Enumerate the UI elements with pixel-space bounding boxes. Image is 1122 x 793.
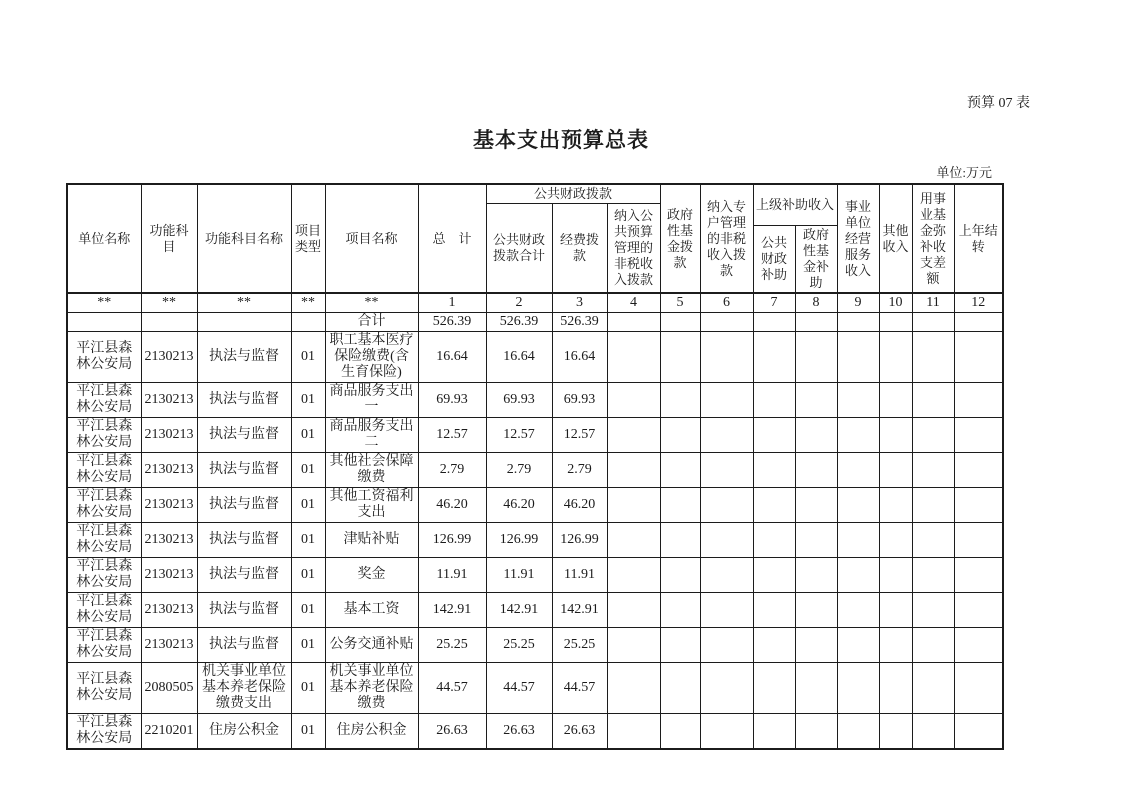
table-cell: 9 [837, 293, 879, 313]
table-cell: 2080505 [141, 663, 197, 714]
table-cell [912, 383, 954, 418]
table-cell [795, 593, 837, 628]
table-cell [837, 488, 879, 523]
table-cell: 16.64 [418, 332, 486, 383]
table-cell: 11.91 [418, 558, 486, 593]
table-cell: 机关事业单位基本养老保险缴费支出 [197, 663, 291, 714]
table-cell: 01 [291, 488, 325, 523]
table-cell: 住房公积金 [325, 714, 418, 750]
table-cell [660, 714, 700, 750]
table-cell: 46.20 [486, 488, 552, 523]
table-cell: 2.79 [552, 453, 607, 488]
table-cell [912, 593, 954, 628]
table-cell: 01 [291, 628, 325, 663]
table-cell [879, 383, 912, 418]
table-cell [753, 628, 795, 663]
col-header-project-type: 项目类型 [291, 184, 325, 293]
table-cell [795, 488, 837, 523]
table-cell: 执法与监督 [197, 332, 291, 383]
table-cell: 69.93 [486, 383, 552, 418]
table-cell [912, 523, 954, 558]
table-cell [954, 714, 1003, 750]
table-cell [912, 313, 954, 332]
table-cell [753, 313, 795, 332]
table-cell [700, 558, 753, 593]
table-cell [660, 593, 700, 628]
table-cell: 2.79 [486, 453, 552, 488]
table-cell: 126.99 [552, 523, 607, 558]
table-cell [607, 558, 660, 593]
table-cell [700, 488, 753, 523]
table-cell [795, 453, 837, 488]
table-cell [607, 383, 660, 418]
table-cell: 25.25 [418, 628, 486, 663]
table-cell: 执法与监督 [197, 628, 291, 663]
table-cell [912, 332, 954, 383]
col-header-function-code: 功能科目 [141, 184, 197, 293]
table-cell [879, 523, 912, 558]
table-cell [837, 593, 879, 628]
table-cell: 44.57 [552, 663, 607, 714]
table-cell [837, 714, 879, 750]
table-cell: 2130213 [141, 593, 197, 628]
table-cell: ** [325, 293, 418, 313]
table-cell [753, 663, 795, 714]
table-cell: 平江县森林公安局 [67, 628, 141, 663]
table-cell: 平江县森林公安局 [67, 418, 141, 453]
table-cell: 25.25 [552, 628, 607, 663]
table-cell [700, 663, 753, 714]
table-cell: ** [67, 293, 141, 313]
table-cell [954, 523, 1003, 558]
table-cell: 平江县森林公安局 [67, 593, 141, 628]
table-cell: 平江县森林公安局 [67, 383, 141, 418]
table-row [67, 418, 1003, 453]
numbering-row [67, 293, 1003, 313]
table-cell: 执法与监督 [197, 418, 291, 453]
table-cell: 26.63 [486, 714, 552, 750]
table-cell [879, 714, 912, 750]
table-cell [879, 663, 912, 714]
col-header-fund-allocation: 经费拨款 [552, 204, 607, 294]
table-cell [607, 714, 660, 750]
table-cell: 执法与监督 [197, 558, 291, 593]
table-cell: 26.63 [552, 714, 607, 750]
table-cell [67, 313, 141, 332]
table-cell [837, 523, 879, 558]
col-header-business-service-income: 事业单位经营服务收入 [837, 184, 879, 293]
table-cell: 16.64 [486, 332, 552, 383]
col-header-gov-fund-subsidy: 政府性基金补助 [795, 226, 837, 294]
table-cell: 142.91 [486, 593, 552, 628]
col-header-nontax-special-account: 纳入专户管理的非税收入拨款 [700, 184, 753, 293]
table-cell: 01 [291, 714, 325, 750]
table-row [67, 313, 1003, 332]
table-cell: 46.20 [552, 488, 607, 523]
group-header-superior-subsidy: 上级补助收入 [753, 184, 837, 226]
table-cell: 2130213 [141, 418, 197, 453]
table-cell: 平江县森林公安局 [67, 663, 141, 714]
table-cell: 25.25 [486, 628, 552, 663]
table-cell [954, 383, 1003, 418]
table-cell: 12.57 [552, 418, 607, 453]
table-cell: 执法与监督 [197, 523, 291, 558]
table-row [67, 714, 1003, 750]
table-cell: 7 [753, 293, 795, 313]
table-cell: 44.57 [418, 663, 486, 714]
table-cell [912, 714, 954, 750]
table-cell: 职工基本医疗保险缴费(含生育保险) [325, 332, 418, 383]
table-cell [879, 628, 912, 663]
table-cell [795, 714, 837, 750]
table-cell: 商品服务支出一 [325, 383, 418, 418]
table-cell [954, 313, 1003, 332]
table-cell: 2130213 [141, 488, 197, 523]
table-cell [607, 488, 660, 523]
table-cell: 6 [700, 293, 753, 313]
table-row [67, 558, 1003, 593]
table-cell [700, 714, 753, 750]
table-cell [837, 332, 879, 383]
table-cell: 2.79 [418, 453, 486, 488]
table-cell [753, 383, 795, 418]
table-cell: 奖金 [325, 558, 418, 593]
table-section [66, 165, 1006, 750]
table-cell [660, 332, 700, 383]
table-cell [954, 558, 1003, 593]
table-cell: 11 [912, 293, 954, 313]
table-cell: 执法与监督 [197, 453, 291, 488]
table-cell: 44.57 [486, 663, 552, 714]
table-cell [753, 593, 795, 628]
table-cell [837, 383, 879, 418]
table-cell [660, 558, 700, 593]
table-cell: 01 [291, 663, 325, 714]
table-row [67, 453, 1003, 488]
table-cell [700, 453, 753, 488]
table-cell [607, 418, 660, 453]
table-cell [753, 523, 795, 558]
table-cell: 01 [291, 418, 325, 453]
table-cell [879, 558, 912, 593]
table-row [67, 593, 1003, 628]
table-cell [660, 663, 700, 714]
table-cell [795, 558, 837, 593]
unit-note: 单位:万元 [936, 165, 992, 180]
table-cell: 津贴补贴 [325, 523, 418, 558]
table-cell: 01 [291, 558, 325, 593]
table-row [67, 332, 1003, 383]
table-cell [795, 628, 837, 663]
table-cell [700, 593, 753, 628]
table-cell [753, 453, 795, 488]
table-cell [912, 628, 954, 663]
table-cell [912, 663, 954, 714]
col-header-unit-name: 单位名称 [67, 184, 141, 293]
table-cell: 商品服务支出二 [325, 418, 418, 453]
table-row [67, 383, 1003, 418]
table-cell: 01 [291, 593, 325, 628]
table-cell: 2130213 [141, 523, 197, 558]
table-body [67, 293, 1003, 749]
table-cell [795, 313, 837, 332]
table-cell [607, 593, 660, 628]
table-cell: 平江县森林公安局 [67, 558, 141, 593]
table-cell: 3 [552, 293, 607, 313]
table-cell: 1 [418, 293, 486, 313]
table-row [67, 488, 1003, 523]
table-cell [753, 488, 795, 523]
table-cell: 16.64 [552, 332, 607, 383]
table-cell [879, 418, 912, 453]
form-number: 预算 07 表 [967, 96, 1030, 111]
table-cell [912, 453, 954, 488]
table-cell: 01 [291, 523, 325, 558]
table-cell [954, 488, 1003, 523]
table-cell: 12.57 [418, 418, 486, 453]
table-cell: 执法与监督 [197, 593, 291, 628]
table-cell [879, 488, 912, 523]
table-cell: 142.91 [418, 593, 486, 628]
table-cell: 机关事业单位基本养老保险缴费 [325, 663, 418, 714]
table-cell [954, 332, 1003, 383]
table-cell [954, 453, 1003, 488]
table-cell: 4 [607, 293, 660, 313]
page-title: 基本支出预算总表 [473, 128, 649, 152]
table-cell [700, 383, 753, 418]
table-cell [700, 313, 753, 332]
table-row [67, 628, 1003, 663]
table-cell [700, 418, 753, 453]
table-cell [607, 313, 660, 332]
table-cell: 住房公积金 [197, 714, 291, 750]
table-cell [660, 418, 700, 453]
table-cell [837, 453, 879, 488]
table-row [67, 663, 1003, 714]
table-cell [912, 488, 954, 523]
col-header-total: 总 计 [418, 184, 486, 293]
table-cell [795, 418, 837, 453]
table-cell: 平江县森林公安局 [67, 523, 141, 558]
col-header-nontax-public-budget: 纳入公共预算管理的非税收入拨款 [607, 204, 660, 294]
table-cell: 126.99 [418, 523, 486, 558]
table-cell [753, 558, 795, 593]
table-cell: 平江县森林公安局 [67, 488, 141, 523]
table-cell: 11.91 [486, 558, 552, 593]
table-cell [753, 418, 795, 453]
table-cell: 69.93 [418, 383, 486, 418]
table-cell [795, 383, 837, 418]
table-cell [660, 523, 700, 558]
group-header-public-finance: 公共财政拨款 [486, 184, 660, 204]
table-cell: 平江县森林公安局 [67, 453, 141, 488]
table-cell: 142.91 [552, 593, 607, 628]
table-cell [660, 628, 700, 663]
table-cell [700, 523, 753, 558]
table-cell [607, 332, 660, 383]
table-cell [879, 593, 912, 628]
table-cell [879, 332, 912, 383]
table-cell: 69.93 [552, 383, 607, 418]
table-cell: 2130213 [141, 453, 197, 488]
table-cell: 2130213 [141, 628, 197, 663]
table-cell [753, 714, 795, 750]
table-cell: 526.39 [486, 313, 552, 332]
table-cell: 526.39 [418, 313, 486, 332]
table-cell [607, 453, 660, 488]
table-cell [291, 313, 325, 332]
table-cell [197, 313, 291, 332]
table-cell: 8 [795, 293, 837, 313]
table-cell: 526.39 [552, 313, 607, 332]
table-cell [837, 628, 879, 663]
col-header-project-name: 项目名称 [325, 184, 418, 293]
table-cell: 其他工资福利支出 [325, 488, 418, 523]
table-cell: 2210201 [141, 714, 197, 750]
table-cell [954, 663, 1003, 714]
table-header [67, 184, 1003, 293]
table-cell [753, 332, 795, 383]
table-cell: ** [291, 293, 325, 313]
table-cell [837, 558, 879, 593]
table-cell: 平江县森林公安局 [67, 714, 141, 750]
table-row [67, 523, 1003, 558]
table-cell: 26.63 [418, 714, 486, 750]
table-cell [660, 383, 700, 418]
col-header-gov-fund-allocation: 政府性基金拨款 [660, 184, 700, 293]
table-cell: 10 [879, 293, 912, 313]
col-header-career-fund-offset: 用事业基金弥补收支差额 [912, 184, 954, 293]
table-cell: 2130213 [141, 383, 197, 418]
table-cell: 01 [291, 453, 325, 488]
table-cell: 12 [954, 293, 1003, 313]
budget-table [66, 183, 1004, 750]
table-cell: 合计 [325, 313, 418, 332]
table-cell: ** [197, 293, 291, 313]
table-cell [141, 313, 197, 332]
col-header-other-income: 其他收入 [879, 184, 912, 293]
table-cell [879, 453, 912, 488]
table-cell [660, 453, 700, 488]
table-cell: 公务交通补贴 [325, 628, 418, 663]
table-cell [954, 593, 1003, 628]
table-cell [879, 313, 912, 332]
table-cell [954, 628, 1003, 663]
table-cell [837, 313, 879, 332]
table-cell: 2130213 [141, 332, 197, 383]
table-cell: 01 [291, 332, 325, 383]
table-cell: 11.91 [552, 558, 607, 593]
table-cell [607, 628, 660, 663]
table-cell: 平江县森林公安局 [67, 332, 141, 383]
table-cell [660, 488, 700, 523]
table-cell: 5 [660, 293, 700, 313]
table-cell: 执法与监督 [197, 488, 291, 523]
table-cell [954, 418, 1003, 453]
table-cell: 2130213 [141, 558, 197, 593]
table-cell: 基本工资 [325, 593, 418, 628]
table-cell: 46.20 [418, 488, 486, 523]
col-header-public-finance-subsidy: 公共财政补助 [753, 226, 795, 294]
table-cell: 126.99 [486, 523, 552, 558]
table-cell [912, 418, 954, 453]
table-cell [660, 313, 700, 332]
table-cell [837, 418, 879, 453]
table-cell [700, 628, 753, 663]
col-header-prev-year-carryover: 上年结转 [954, 184, 1003, 293]
table-cell [607, 523, 660, 558]
col-header-public-finance-total: 公共财政拨款合计 [486, 204, 552, 294]
table-cell: 2 [486, 293, 552, 313]
table-cell [795, 663, 837, 714]
col-header-function-name: 功能科目名称 [197, 184, 291, 293]
table-cell [795, 523, 837, 558]
table-cell [912, 558, 954, 593]
table-cell [700, 332, 753, 383]
table-cell [607, 663, 660, 714]
table-cell: 12.57 [486, 418, 552, 453]
table-cell [795, 332, 837, 383]
table-cell: ** [141, 293, 197, 313]
table-cell: 其他社会保障缴费 [325, 453, 418, 488]
table-cell: 01 [291, 383, 325, 418]
table-cell [837, 663, 879, 714]
table-cell: 执法与监督 [197, 383, 291, 418]
